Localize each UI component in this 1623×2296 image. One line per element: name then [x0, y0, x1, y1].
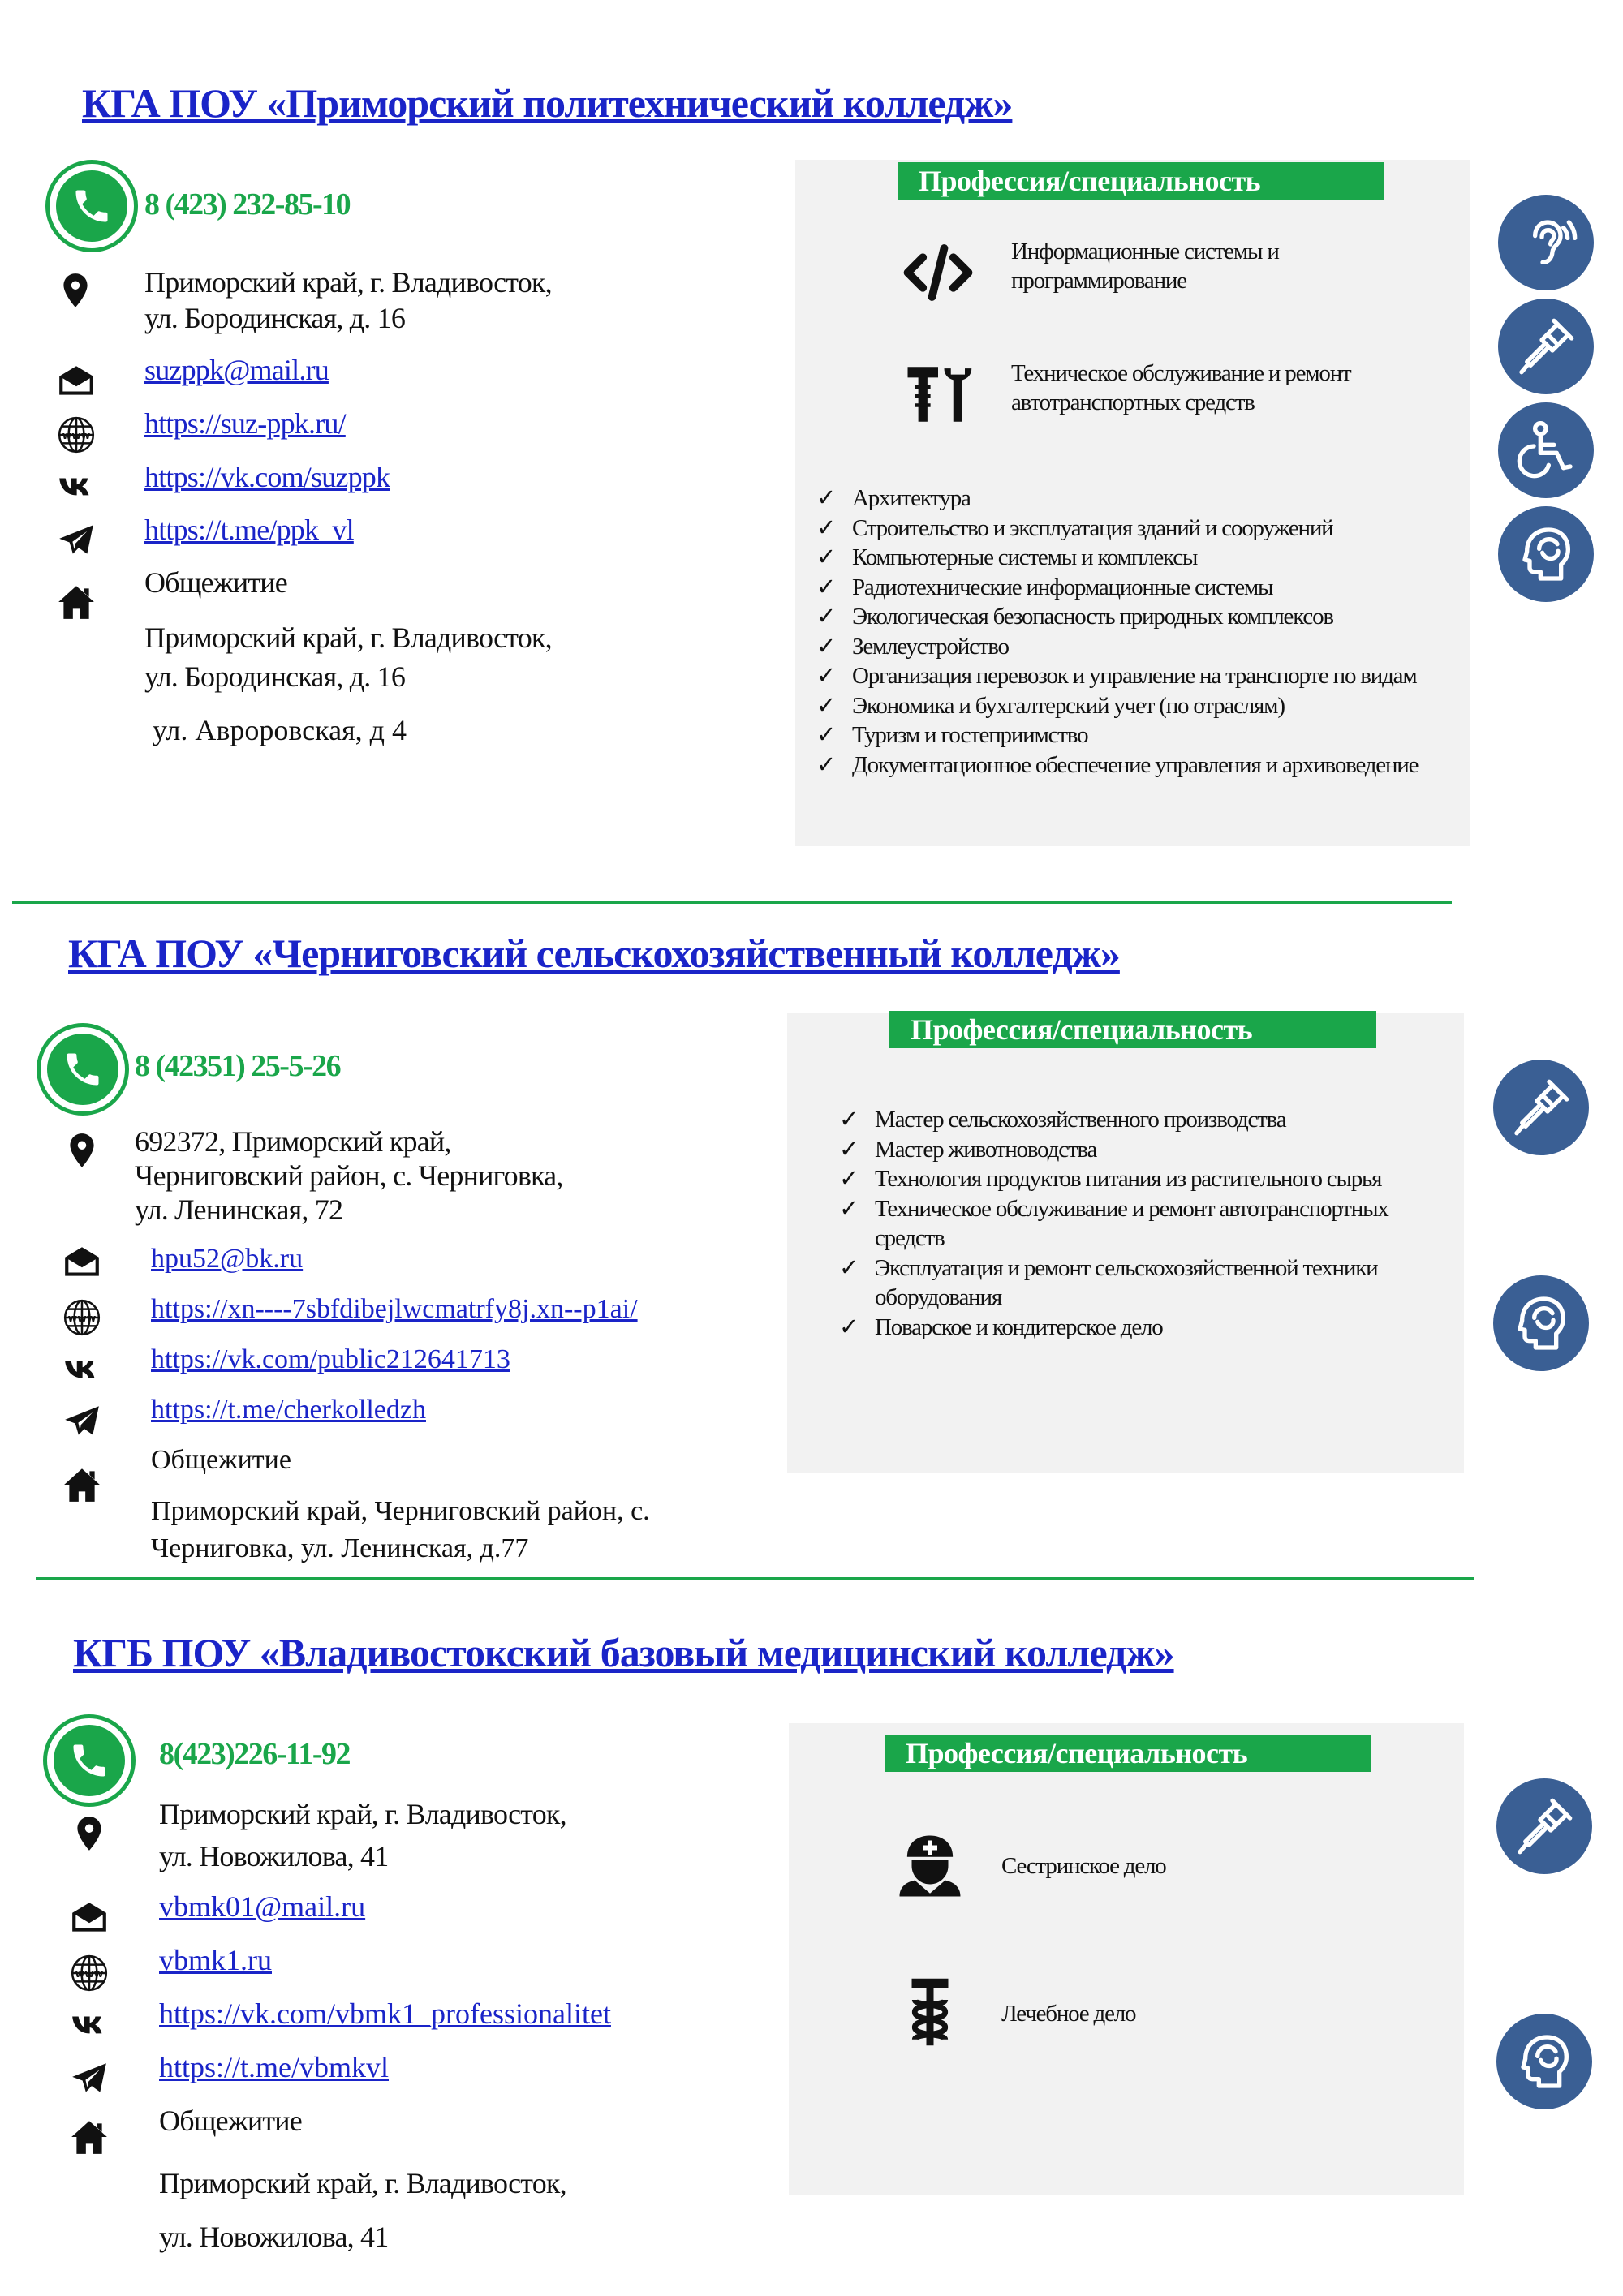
- profession-label-line: программирование: [1011, 268, 1186, 294]
- college-title[interactable]: КГА ПОУ «Приморский политехнический колледж»: [82, 80, 1013, 126]
- dorm-address-line: ул. Бородинская, д. 16: [144, 660, 406, 693]
- telegram-icon: [54, 518, 99, 563]
- college-title[interactable]: КГА ПОУ «Черниговский сельскохозяйственный колледж»: [68, 931, 1120, 976]
- checklist-item: ✓ Мастер сельскохозяйственного производства: [839, 1105, 1423, 1135]
- checklist-item: ✓ Мастер животноводства: [839, 1135, 1423, 1165]
- dorm-address: [144, 618, 552, 696]
- address: [159, 1793, 566, 1877]
- house-icon: [67, 2114, 112, 2160]
- checklist-item: ✓ Компьютерные системы и комплексы: [816, 543, 1418, 573]
- telegram-link[interactable]: https://t.me/vbmkvl: [159, 2051, 390, 2083]
- check-icon: ✓: [816, 604, 836, 630]
- address-line: 692372, Приморский край,: [135, 1125, 451, 1158]
- address-line: Черниговский район, с. Черниговка,: [135, 1159, 563, 1192]
- profession-header: Профессия/специальность: [889, 1011, 1376, 1048]
- checklist-item: ✓ Строительство и эксплуатация зданий и сооружений: [816, 514, 1418, 544]
- crutch-icon: [1496, 1778, 1592, 1874]
- profession-item: [891, 1827, 1166, 1905]
- address: [135, 1124, 563, 1227]
- phone-icon: [41, 1027, 125, 1111]
- check-icon: ✓: [816, 633, 836, 660]
- address-line: Приморский край, г. Владивосток,: [159, 1798, 566, 1830]
- checklist-item: ✓ Архитектура: [816, 484, 1418, 514]
- profession-label: [1011, 359, 1350, 417]
- website-link[interactable]: https://xn----7sbfdibejlwcmatrfy8j.xn--p1ai/: [151, 1294, 638, 1324]
- phone-number[interactable]: 8 (423) 232-85-10: [144, 187, 351, 221]
- telegram-link[interactable]: https://t.me/cherkolledzh: [151, 1395, 426, 1425]
- phone-number[interactable]: 8 (42351) 25-5-26: [135, 1049, 341, 1083]
- telegram-icon: [67, 2056, 112, 2101]
- globe-icon: [59, 1295, 105, 1340]
- profession-label: [1011, 237, 1279, 295]
- profession-item: [899, 355, 1350, 433]
- checklist-item: ✓ Радиотехнические информационные системы: [816, 573, 1418, 603]
- profession-item: [899, 234, 1279, 312]
- location-pin-icon: [59, 1128, 105, 1173]
- dorm-label: Общежитие: [159, 2105, 302, 2137]
- profession-label-line: Техническое обслуживание и ремонт: [1011, 360, 1351, 386]
- nurse-icon: [891, 1827, 969, 1905]
- tools-icon: [899, 355, 977, 433]
- section-divider: [36, 1577, 1474, 1580]
- checklist-item: ✓ Землеустройство: [816, 632, 1418, 662]
- mail-icon: [54, 359, 99, 404]
- college-title[interactable]: КГБ ПОУ «Владивостокский базовый медицинский колледж»: [73, 1630, 1174, 1675]
- profession-header: Профессия/специальность: [898, 162, 1384, 200]
- check-icon: ✓: [816, 485, 836, 511]
- address: [144, 264, 552, 336]
- profession-panel: [789, 1723, 1464, 2195]
- website-link[interactable]: vbmk1.ru: [159, 1944, 272, 1976]
- profession-label-line: автотранспортных средств: [1011, 389, 1255, 415]
- house-icon: [54, 579, 99, 625]
- check-icon: ✓: [816, 514, 836, 541]
- dorm-address-line: Приморский край, Черниговский район, с.: [151, 1496, 650, 1526]
- checklist-item: ✓ Туризм и гостеприимство: [816, 720, 1418, 750]
- checklist-item: ✓ Экологическая безопасность природных комплексов: [816, 602, 1418, 632]
- check-icon: ✓: [839, 1166, 859, 1192]
- dorm-address-line: Приморский край, г. Владивосток,: [144, 621, 552, 654]
- checklist-item: ✓ Эксплуатация и ремонт сельскохозяйственной техники оборудования: [839, 1254, 1378, 1310]
- globe-icon: [54, 412, 99, 458]
- profession-header: Профессия/специальность: [885, 1735, 1371, 1772]
- dorm-address: [151, 1493, 650, 1567]
- hearing-impairment-icon: [1498, 195, 1594, 290]
- dorm-address-line: ул. Новожилова, 41: [159, 2221, 389, 2253]
- email-link[interactable]: hpu52@bk.ru: [151, 1244, 304, 1274]
- checklist-item: ✓ Организация перевозок и управление на транспорте по видам: [816, 661, 1418, 691]
- vk-link[interactable]: https://vk.com/vbmk1_professionalitet: [159, 1997, 611, 2030]
- checklist-item: ✓ Поварское и кондитерское дело: [839, 1313, 1423, 1343]
- profession-label: Сестринское дело: [1001, 1853, 1166, 1879]
- check-icon: ✓: [816, 544, 836, 570]
- crutch-icon: [1493, 1060, 1589, 1155]
- email-link[interactable]: suzppk@mail.ru: [144, 354, 329, 386]
- code-icon: [899, 234, 977, 312]
- caduceus-icon: [891, 1973, 969, 2051]
- phone-number[interactable]: 8(423)226-11-92: [159, 1737, 351, 1771]
- house-icon: [59, 1462, 105, 1507]
- checklist-item: ✓ Техническое обслуживание и ремонт автотранспортных средств: [839, 1195, 1388, 1251]
- wheelchair-icon: [1498, 402, 1594, 498]
- profession-item: [891, 1973, 1135, 2051]
- profession-label: Лечебное дело: [1001, 2001, 1136, 2027]
- check-icon: ✓: [839, 1107, 859, 1133]
- dorm-address-line: Приморский край, г. Владивосток,: [159, 2167, 566, 2199]
- section-divider: [12, 901, 1452, 904]
- checklist-item: ✓ Документационное обеспечение управления и архивоведение: [816, 750, 1418, 780]
- check-icon: ✓: [839, 1254, 859, 1281]
- profession-label-line: Информационные системы и: [1011, 239, 1279, 264]
- dorm-label: Общежитие: [151, 1445, 291, 1475]
- check-icon: ✓: [816, 574, 836, 600]
- address-line: Приморский край, г. Владивосток,: [144, 266, 552, 299]
- location-pin-icon: [67, 1811, 112, 1856]
- checklist-item: ✓ Технология продуктов питания из растительного сырья: [839, 1164, 1423, 1194]
- check-icon: ✓: [816, 663, 836, 689]
- website-link[interactable]: https://suz-ppk.ru/: [144, 407, 346, 440]
- check-icon: ✓: [816, 692, 836, 719]
- dorm-address-line: Черниговка, ул. Ленинская, д.77: [151, 1533, 529, 1563]
- mental-disability-icon: [1498, 506, 1594, 602]
- vk-icon: [54, 466, 99, 511]
- mail-icon: [67, 1895, 112, 1941]
- check-icon: ✓: [816, 751, 836, 778]
- location-pin-icon: [53, 268, 98, 313]
- check-icon: ✓: [839, 1195, 859, 1222]
- checklist-item: ✓ Экономика и бухгалтерский учет (по отраслям): [816, 691, 1418, 721]
- dorm-address: [159, 2156, 566, 2264]
- check-icon: ✓: [816, 722, 836, 748]
- mental-disability-icon: [1493, 1275, 1589, 1371]
- address-line: ул. Новожилова, 41: [159, 1840, 389, 1872]
- mental-disability-icon: [1496, 2014, 1592, 2109]
- check-icon: ✓: [839, 1136, 859, 1163]
- vk-link[interactable]: https://vk.com/public212641713: [151, 1344, 510, 1374]
- vk-icon: [59, 1348, 105, 1394]
- email-link[interactable]: vbmk01@mail.ru: [159, 1890, 366, 1923]
- mail-icon: [59, 1240, 105, 1285]
- profession-checklist: [816, 484, 1418, 780]
- dorm-label: Общежитие: [144, 566, 287, 599]
- vk-icon: [67, 2004, 112, 2049]
- crutch-icon: [1498, 299, 1594, 394]
- dorm-address-extra: ул. Авроровская, д 4: [153, 714, 407, 746]
- phone-icon: [47, 1718, 131, 1803]
- telegram-icon: [59, 1399, 105, 1444]
- phone-icon: [50, 164, 134, 248]
- address-line: ул. Бородинская, д. 16: [144, 302, 406, 334]
- address-line: ул. Ленинская, 72: [135, 1193, 343, 1226]
- profession-checklist: [839, 1105, 1423, 1342]
- vk-link[interactable]: https://vk.com/suzppk: [144, 461, 390, 493]
- check-icon: ✓: [839, 1314, 859, 1340]
- telegram-link[interactable]: https://t.me/ppk_vl: [144, 514, 354, 546]
- globe-icon: [67, 1950, 112, 1996]
